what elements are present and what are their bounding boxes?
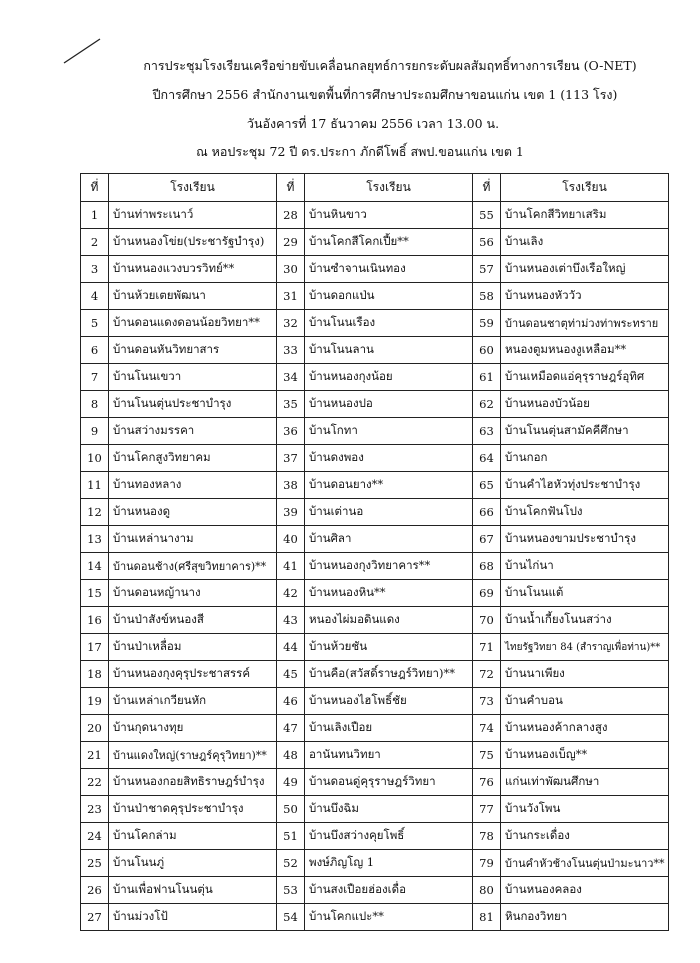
school-name-cell: บ้านหนองบัวน้อย [501,391,669,418]
school-name-cell: บ้านคำบอน [501,688,669,715]
school-name-cell: บ้านวังโพน [501,796,669,823]
school-number-cell: 68 [473,553,501,580]
school-number-cell: 74 [473,715,501,742]
school-roster-table [80,173,669,931]
school-name-cell: ไทยรัฐวิทยา 84 (สำราญเพื่อท่าน)** [501,634,669,661]
school-name-cell: บ้านโนนเขวา [109,364,277,391]
table-body [81,202,669,931]
school-name-cell: บ้านม่วงโป้ [109,904,277,931]
school-name-cell: บ้านท่าพระเนาว์ [109,202,277,229]
school-number-cell: 39 [277,499,305,526]
school-name-cell: บ้านป่าสังข์หนองสี [109,607,277,634]
table-row [81,688,669,715]
table-row [81,391,669,418]
school-name-cell: บ้านทองหลาง [109,472,277,499]
table-row [81,202,669,229]
school-number-cell: 31 [277,283,305,310]
school-name-cell: บ้านโนนลาน [305,337,473,364]
school-number-cell: 79 [473,850,501,877]
school-name-cell: บ้านหนองหิน** [305,580,473,607]
school-name-cell: บ้านดอนหญ้านาง [109,580,277,607]
school-number-cell: 26 [81,877,109,904]
school-number-cell: 62 [473,391,501,418]
column-header-school: โรงเรียน [305,174,473,202]
school-number-cell: 58 [473,283,501,310]
school-number-cell: 17 [81,634,109,661]
school-name-cell: บ้านหนองค้ากลางสูง [501,715,669,742]
school-name-cell: บ้านหนองขามประชาบำรุง [501,526,669,553]
school-name-cell: บ้านโกทา [305,418,473,445]
school-number-cell: 38 [277,472,305,499]
school-name-cell: บ้านศิลา [305,526,473,553]
school-number-cell: 44 [277,634,305,661]
school-number-cell: 65 [473,472,501,499]
school-number-cell: 22 [81,769,109,796]
school-name-cell: บ้านโนนแต้ [501,580,669,607]
column-header-number: ที่ [473,174,501,202]
school-number-cell: 49 [277,769,305,796]
school-number-cell: 19 [81,688,109,715]
school-number-cell: 4 [81,283,109,310]
school-name-cell: บ้านเหล่าเกวียนหัก [109,688,277,715]
table-row [81,715,669,742]
header-title: การประชุมโรงเรียนเครือข่ายขับเคลื่อนกลยุทธ์การยกระดับผลสัมฤทธิ์ทางการเรียน (O-NET) [143,58,637,73]
school-name-cell: บ้านโคกฟันโปง [501,499,669,526]
school-name-cell: บ้านเหมือดแอ่คุรุราษฎร์อุทิศ [501,364,669,391]
school-number-cell: 30 [277,256,305,283]
school-name-cell: บ้านสงเปือยฮ่องเดื่อ [305,877,473,904]
school-number-cell: 75 [473,742,501,769]
school-name-cell: บ้านบึงฉิม [305,796,473,823]
table-row [81,283,669,310]
school-name-cell: บ้านโคกสีโคกเปี้ย** [305,229,473,256]
school-name-cell: บ้านโนนเรือง [305,310,473,337]
school-number-cell: 71 [473,634,501,661]
school-number-cell: 81 [473,904,501,931]
school-number-cell: 69 [473,580,501,607]
school-name-cell: บ้านซำจานเนินทอง [305,256,473,283]
school-name-cell: บ้านหนองกุงคุรุประชาสรรค์ [109,661,277,688]
table-row [81,472,669,499]
school-name-cell: บ้านโคกแปะ** [305,904,473,931]
column-header-number: ที่ [81,174,109,202]
school-name-cell: บ้านดอนชาตุท่าม่วงท่าพระทราย [501,310,669,337]
school-name-cell: หนองไผ่มอดินแดง [305,607,473,634]
school-number-cell: 13 [81,526,109,553]
school-name-cell: บ้านดอนดู่คุรุราษฎร์วิทยา [305,769,473,796]
table-row [81,499,669,526]
school-number-cell: 59 [473,310,501,337]
school-number-cell: 8 [81,391,109,418]
school-name-cell: บ้านไก่นา [501,553,669,580]
school-name-cell: บ้านนาเพียง [501,661,669,688]
table-row [81,364,669,391]
column-header-school: โรงเรียน [109,174,277,202]
school-number-cell: 45 [277,661,305,688]
school-name-cell: บ้านกอก [501,445,669,472]
school-name-cell: บ้านคำหัวช้างโนนตุ่นป่ามะนาว** [501,850,669,877]
school-name-cell: บ้านหนองแวงบวรวิทย์** [109,256,277,283]
table-row [81,310,669,337]
school-name-cell: บ้านโคกสีวิทยาเสริม [501,202,669,229]
table-row [81,418,669,445]
school-number-cell: 80 [473,877,501,904]
school-number-cell: 54 [277,904,305,931]
table-row [81,661,669,688]
header-academic-year: ปีการศึกษา 2556 สำนักงานเขตพื้นที่การศึกษาประถมศึกษาขอนแก่น เขต 1 (113 โรง) [152,87,618,102]
school-number-cell: 15 [81,580,109,607]
school-number-cell: 57 [473,256,501,283]
school-number-cell: 28 [277,202,305,229]
school-number-cell: 76 [473,769,501,796]
school-number-cell: 21 [81,742,109,769]
school-name-cell: บ้านหนองโข่ย(ประชารัฐบำรุง) [109,229,277,256]
school-number-cell: 78 [473,823,501,850]
school-number-cell: 66 [473,499,501,526]
school-number-cell: 72 [473,661,501,688]
school-name-cell: อานันทนวิทยา [305,742,473,769]
school-number-cell: 1 [81,202,109,229]
table-header-row [81,174,669,202]
school-name-cell: บ้านโนนตุ่นสามัคคีศึกษา [501,418,669,445]
school-name-cell: บ้านโนนภู่ [109,850,277,877]
school-name-cell: บ้านหนองเบ็ญ** [501,742,669,769]
table-row [81,796,669,823]
school-name-cell: บ้านโคกล่าม [109,823,277,850]
school-name-cell: บ้านหนองกุงน้อย [305,364,473,391]
school-number-cell: 18 [81,661,109,688]
school-name-cell: บ้านเหล่านางาม [109,526,277,553]
school-name-cell: บ้านเลิง [501,229,669,256]
school-number-cell: 14 [81,553,109,580]
school-name-cell: บ้านดอนหันวิทยาสาร [109,337,277,364]
school-name-cell: บ้านหนองกุงวิทยาคาร** [305,553,473,580]
school-number-cell: 6 [81,337,109,364]
school-name-cell: บ้านหนองกอยสิทธิราษฎร์บำรุง [109,769,277,796]
school-number-cell: 53 [277,877,305,904]
school-name-cell: บ้านน้ำเกี้ยงโนนสว่าง [501,607,669,634]
school-number-cell: 9 [81,418,109,445]
school-name-cell: บ้านโนนตุ่นประชาบำรุง [109,391,277,418]
school-number-cell: 52 [277,850,305,877]
table-row [81,580,669,607]
school-number-cell: 61 [473,364,501,391]
school-name-cell: บ้านคำไฮหัวทุ่งประชาบำรุง [501,472,669,499]
table-row [81,850,669,877]
school-name-cell: บ้านหนองหัววัว [501,283,669,310]
school-name-cell: บ้านโคกสูงวิทยาคม [109,445,277,472]
school-name-cell: บ้านดอกแป่น [305,283,473,310]
school-number-cell: 5 [81,310,109,337]
school-name-cell: บ้านดอนแดงดอนน้อยวิทยา** [109,310,277,337]
school-number-cell: 64 [473,445,501,472]
school-name-cell: บ้านห้วยเตยพัฒนา [109,283,277,310]
table-row [81,229,669,256]
school-name-cell: บ้านหนองคลอง [501,877,669,904]
school-name-cell: บ้านป่าชาดคุรุประชาบำรุง [109,796,277,823]
school-number-cell: 3 [81,256,109,283]
table-row [81,337,669,364]
table-row [81,742,669,769]
school-number-cell: 29 [277,229,305,256]
school-number-cell: 16 [81,607,109,634]
table-row [81,904,669,931]
school-number-cell: 34 [277,364,305,391]
school-name-cell: บ้านกุดนางทุย [109,715,277,742]
school-number-cell: 42 [277,580,305,607]
school-name-cell: บ้านป่าเหลื่อม [109,634,277,661]
school-number-cell: 40 [277,526,305,553]
school-name-cell: บ้านคือ(สวัสดิ์ราษฎร์วิทยา)** [305,661,473,688]
school-number-cell: 11 [81,472,109,499]
table-row [81,607,669,634]
school-number-cell: 51 [277,823,305,850]
column-header-number: ที่ [277,174,305,202]
school-number-cell: 37 [277,445,305,472]
table-row [81,445,669,472]
school-number-cell: 43 [277,607,305,634]
school-number-cell: 33 [277,337,305,364]
school-name-cell: บ้านหินขาว [305,202,473,229]
header-venue: ณ หอประชุม 72 ปี ดร.ประกา ภักดีโพธิ์ สพป.ขอนแก่น เขต 1 [196,144,524,159]
table-row [81,634,669,661]
school-name-cell: บ้านแดงใหญ่(ราษฎร์คุรุวิทยา)** [109,742,277,769]
school-name-cell: บ้านห้วยชัน [305,634,473,661]
table-row [81,256,669,283]
school-number-cell: 55 [473,202,501,229]
school-number-cell: 23 [81,796,109,823]
school-name-cell: บ้านหนองปอ [305,391,473,418]
document-header [0,58,700,160]
school-number-cell: 48 [277,742,305,769]
school-name-cell: บ้านเลิงเปือย [305,715,473,742]
table-row [81,526,669,553]
school-number-cell: 12 [81,499,109,526]
header-date-time: วันอังคารที่ 17 ธันวาคม 2556 เวลา 13.00 น. [246,116,500,131]
school-number-cell: 47 [277,715,305,742]
school-name-cell: บ้านหนองดู [109,499,277,526]
school-number-cell: 35 [277,391,305,418]
school-number-cell: 50 [277,796,305,823]
school-number-cell: 70 [473,607,501,634]
school-number-cell: 73 [473,688,501,715]
school-number-cell: 36 [277,418,305,445]
school-number-cell: 46 [277,688,305,715]
table-row [81,553,669,580]
column-header-school: โรงเรียน [501,174,669,202]
school-name-cell: หินกองวิทยา [501,904,669,931]
school-name-cell: บ้านกระเดื่อง [501,823,669,850]
school-number-cell: 27 [81,904,109,931]
school-name-cell: แก่นเท่าพัฒนศึกษา [501,769,669,796]
school-name-cell: บ้านดอนยาง** [305,472,473,499]
table-row [81,823,669,850]
school-name-cell: บ้านดงพอง [305,445,473,472]
school-name-cell: บ้านหนองเต่าบึงเรือใหญ่ [501,256,669,283]
school-number-cell: 32 [277,310,305,337]
school-name-cell: บ้านหนองไฮโพธิ์ชัย [305,688,473,715]
school-number-cell: 20 [81,715,109,742]
school-name-cell: บ้านดอนช้าง(ศรีสุขวิทยาคาร)** [109,553,277,580]
school-number-cell: 7 [81,364,109,391]
school-number-cell: 56 [473,229,501,256]
school-number-cell: 77 [473,796,501,823]
school-number-cell: 24 [81,823,109,850]
school-name-cell: บ้านสว่างมรรคา [109,418,277,445]
school-name-cell: หนองตูมหนองงูเหลือม** [501,337,669,364]
school-name-cell: พงษ์ภิญโญ 1 [305,850,473,877]
school-number-cell: 41 [277,553,305,580]
school-number-cell: 10 [81,445,109,472]
school-name-cell: บ้านบึงสว่างคุยโพธิ์ [305,823,473,850]
school-name-cell: บ้านเต่านอ [305,499,473,526]
school-number-cell: 67 [473,526,501,553]
school-number-cell: 60 [473,337,501,364]
school-number-cell: 63 [473,418,501,445]
school-number-cell: 25 [81,850,109,877]
table-row [81,769,669,796]
school-number-cell: 2 [81,229,109,256]
school-name-cell: บ้านเพื่อฟานโนนตุ่น [109,877,277,904]
table-row [81,877,669,904]
